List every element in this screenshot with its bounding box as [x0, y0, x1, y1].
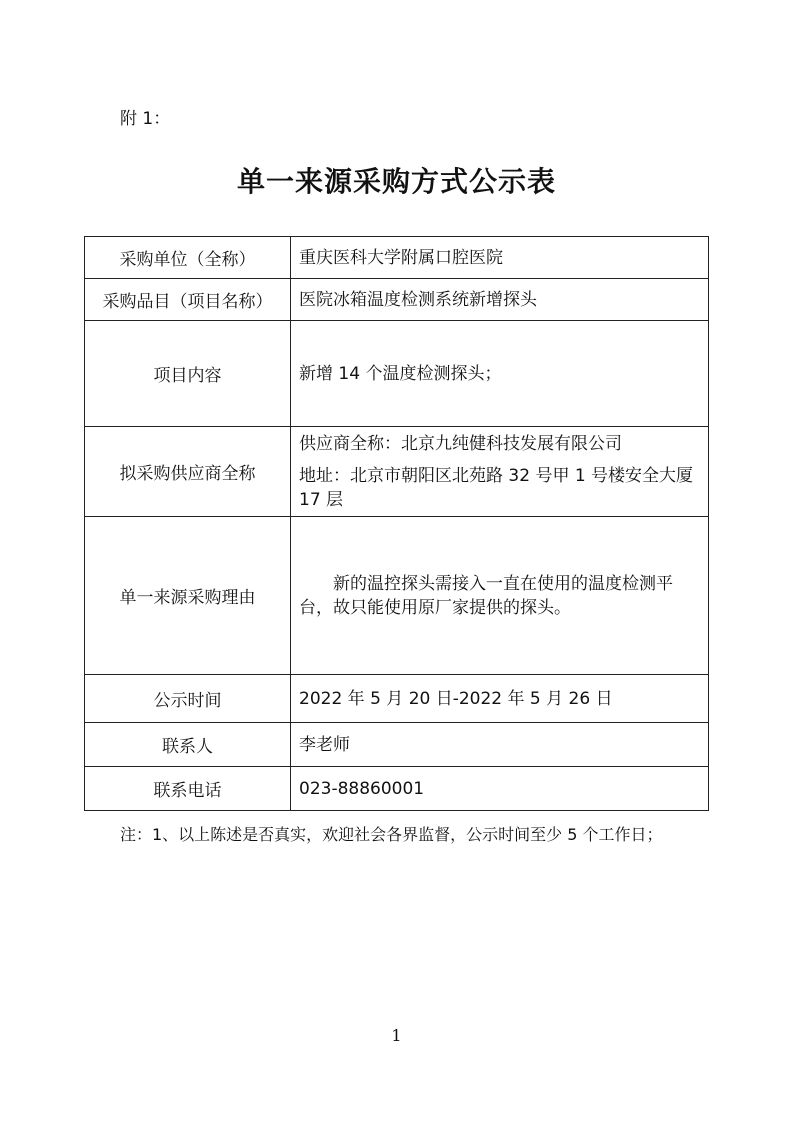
row-label-contact: 联系人	[85, 723, 291, 767]
row-value-purchaser: 重庆医科大学附属口腔医院	[291, 237, 709, 279]
page-title: 单一来源采购方式公示表	[236, 165, 556, 198]
row-label-purchaser: 采购单位（全称）	[85, 237, 291, 279]
table-row	[85, 237, 709, 279]
table-row	[85, 767, 709, 811]
table-row	[85, 321, 709, 427]
row-label-reason: 单一来源采购理由	[85, 517, 291, 675]
row-label-supplier: 拟采购供应商全称	[85, 427, 291, 517]
table-row	[85, 517, 709, 675]
row-label-item: 采购品目（项目名称）	[85, 279, 291, 321]
procurement-info-table	[84, 236, 709, 811]
row-value-supplier	[291, 427, 709, 517]
row-value-reason: 新的温控探头需接入一直在使用的温度检测平台，故只能使用原厂家提供的探头。	[291, 517, 709, 675]
table-row	[85, 279, 709, 321]
row-value-item: 医院冰箱温度检测系统新增探头	[291, 279, 709, 321]
footnote: 注：1、以上陈述是否真实，欢迎社会各界监督，公示时间至少 5 个工作日；	[120, 825, 663, 844]
row-label-content: 项目内容	[85, 321, 291, 427]
row-label-period: 公示时间	[85, 675, 291, 723]
attachment-label: 附 1：	[120, 109, 171, 129]
table-row	[85, 723, 709, 767]
table-row	[85, 675, 709, 723]
table-row	[85, 427, 709, 517]
page-number: 1	[391, 1026, 402, 1045]
supplier-name: 供应商全称：北京九纯健科技发展有限公司	[299, 433, 622, 454]
row-value-contact: 李老师	[291, 723, 709, 767]
row-value-period: 2022 年 5 月 20 日-2022 年 5 月 26 日	[291, 675, 709, 723]
row-value-phone: 023-88860001	[291, 767, 709, 811]
row-label-phone: 联系电话	[85, 767, 291, 811]
row-value-content: 新增 14 个温度检测探头；	[291, 321, 709, 427]
supplier-address: 地址：北京市朝阳区北苑路 32 号甲 1 号楼安全大厦 17 层	[299, 465, 694, 510]
